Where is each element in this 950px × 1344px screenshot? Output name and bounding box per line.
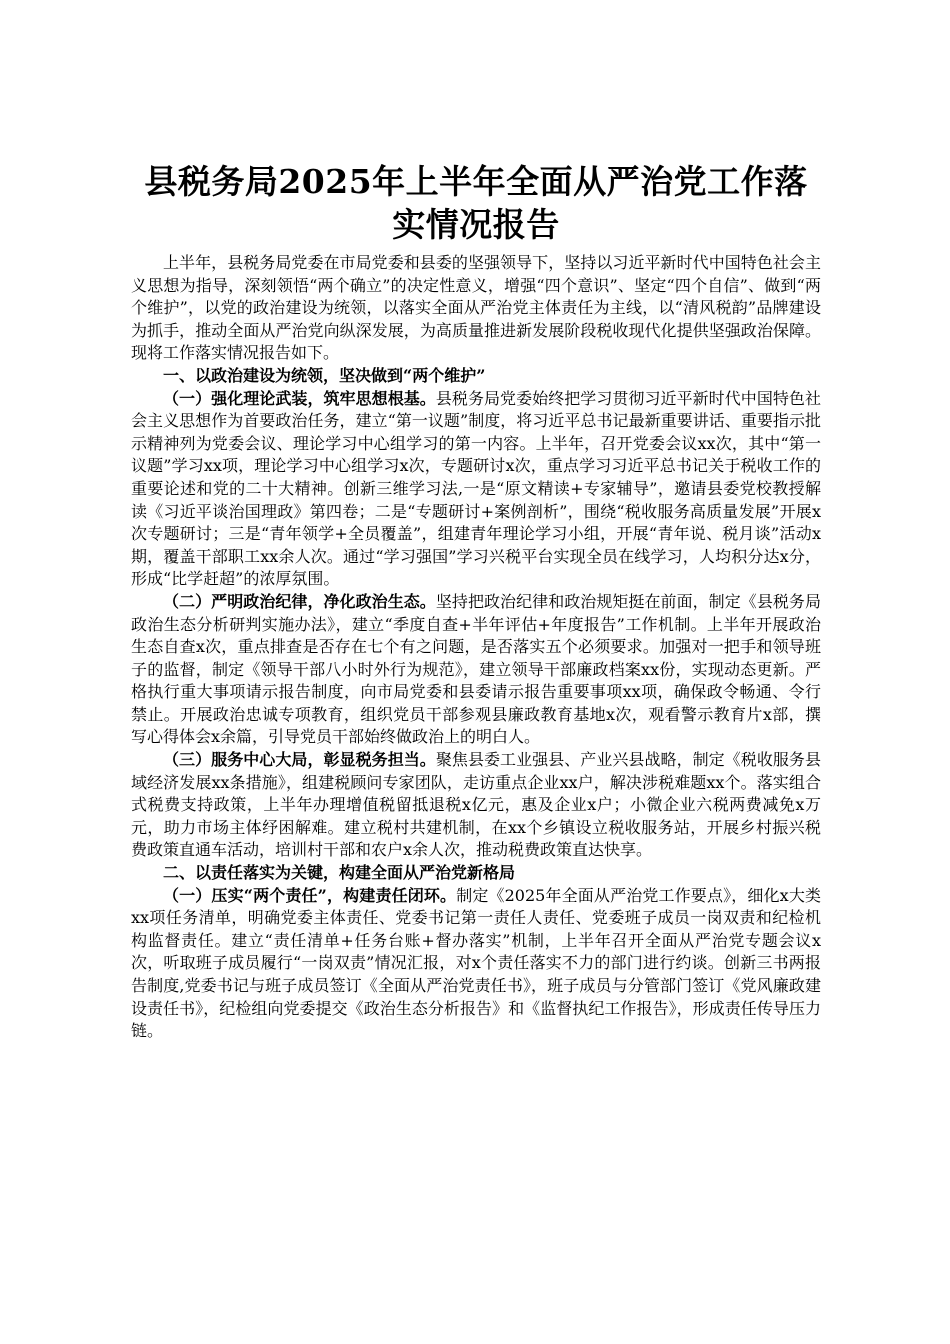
section-1-paragraph-1-body: 县税务局党委始终把学习贯彻习近平新时代中国特色社会主义思想作为首要政治任务，建立“第一议题”制度，将习近平总书记最新重要讲话、重要指示批示精神列为党委会议、理论学习中心组学习的第一内容。上半年，召开党委会议xx次，其中“第一议题”学习xx项，理论学习中心组学习x次，专题研讨x次，重点学习习近平总书记关于税收工作的重要论述和党的二十大精神。创新三维学习法,一是“原文精读+专家辅导”，邀请县委党校教授解读《习近平谈治国理政》第四卷；二是“专题研讨+案例剖析”，围绕“税收服务高质量发展”开展x次专题研讨；三是“青年领学+全员覆盖”，组建青年理论学习小组，开展“青年说、税月谈”活动x期，覆盖干部职工xx余人次。通过“学习强国”学习兴税平台实现全员在线学习，人均积分达x分，形成“比学赶超”的浓厚氛围。 [131, 388, 821, 589]
title-part-1: 县税务局 [144, 162, 279, 201]
title-year: 2025 [278, 162, 373, 201]
title-part-2: 年上半年全面从严治党工作落实情况报告 [372, 162, 808, 244]
section-1-paragraph-2 [131, 591, 821, 749]
section-2-paragraph-1-lead: （一）压实“两个责任”，构建责任闭环。 [163, 885, 457, 905]
section-1-paragraph-2-lead: （二）严明政治纪律，净化政治生态。 [163, 591, 436, 611]
section-2-paragraph-1-body: 制定《2025年全面从严治党工作要点》，细化x大类xx项任务清单，明确党委主体责任、党委书记第一责任人责任、党委班子成员一岗双责和纪检机构监督责任。建立“责任清单+任务台账+督办落实”机制，上半年召开全面从严治党专题会议x次，听取班子成员履行“一岗双责”情况汇报，对x个责任落实不力的部门进行约谈。创新三书两报告制度,党委书记与班子成员签订《全面从严治党责任书》，班子成员与分管部门签订《党风廉政建设责任书》，纪检组向党委提交《政治生态分析报告》和《监督执纪工作报告》，形成责任传导压力链。 [131, 885, 821, 1041]
section-1-paragraph-2-body: 坚持把政治纪律和政治规矩挺在前面，制定《县税务局政治生态分析研判实施办法》，建立“季度自查+半年评估+年度报告”工作机制。上半年开展政治生态自查x次，重点排查是否存在七个有之问题，是否落实五个必须要求。加强对一把手和领导班子的监督，制定《领导干部八小时外行为规范》，建立领导干部廉政档案xx份，实现动态更新。严格执行重大事项请示报告制度，向市局党委和县委请示报告重要事项xx项，确保政令畅通、令行禁止。开展政治忠诚专项教育，组织党员干部参观县廉政教育基地x次，观看警示教育片x部，撰写心得体会x余篇，引导党员干部始终做政治上的明白人。 [131, 591, 821, 747]
section-1-paragraph-3 [131, 749, 821, 862]
section-2-paragraph-1 [131, 885, 821, 1043]
section-1-paragraph-1 [131, 388, 821, 591]
section-1-paragraph-1-lead: （一）强化理论武装，筑牢思想根基。 [163, 388, 436, 408]
section-2-heading: 二、以责任落实为关键，构建全面从严治党新格局 [163, 863, 516, 883]
section-1-heading: 一、以政治建设为统领，坚决做到“两个维护” [163, 365, 486, 385]
document-title [131, 160, 821, 246]
section-1-paragraph-3-lead: （三）服务中心大局，彰显税务担当。 [163, 750, 436, 770]
document-body [131, 160, 821, 1043]
intro-paragraph: 上半年，县税务局党委在市局党委和县委的坚强领导下，坚持以习近平新时代中国特色社会主义思想为指导，深刻领悟“两个确立”的决定性意义，增强“四个意识”、坚定“四个自信”、做到“两个维护”，以党的政治建设为统领，以落实全面从严治党主体责任为主线，以“清风税韵”品牌建设为抓手，推动全面从严治党向纵深发展，为高质量推进新发展阶段税收现代化提供坚强政治保障。现将工作落实情况报告如下。 [131, 253, 821, 363]
section-1-paragraph-3-body: 聚焦县委工业强县、产业兴县战略，制定《税收服务县域经济发展xx条措施》，组建税顾问专家团队，走访重点企业xx户，解决涉税难题xx个。落实组合式税费支持政策，上半年办理增值税留抵退税x亿元，惠及企业x户；小微企业六税两费减免x万元，助力市场主体纾困解难。建立税村共建机制，在xx个乡镇设立税收服务站，开展乡村振兴税费政策直通车活动，培训村干部和农户x余人次，推动税费政策直达快享。 [131, 750, 821, 860]
